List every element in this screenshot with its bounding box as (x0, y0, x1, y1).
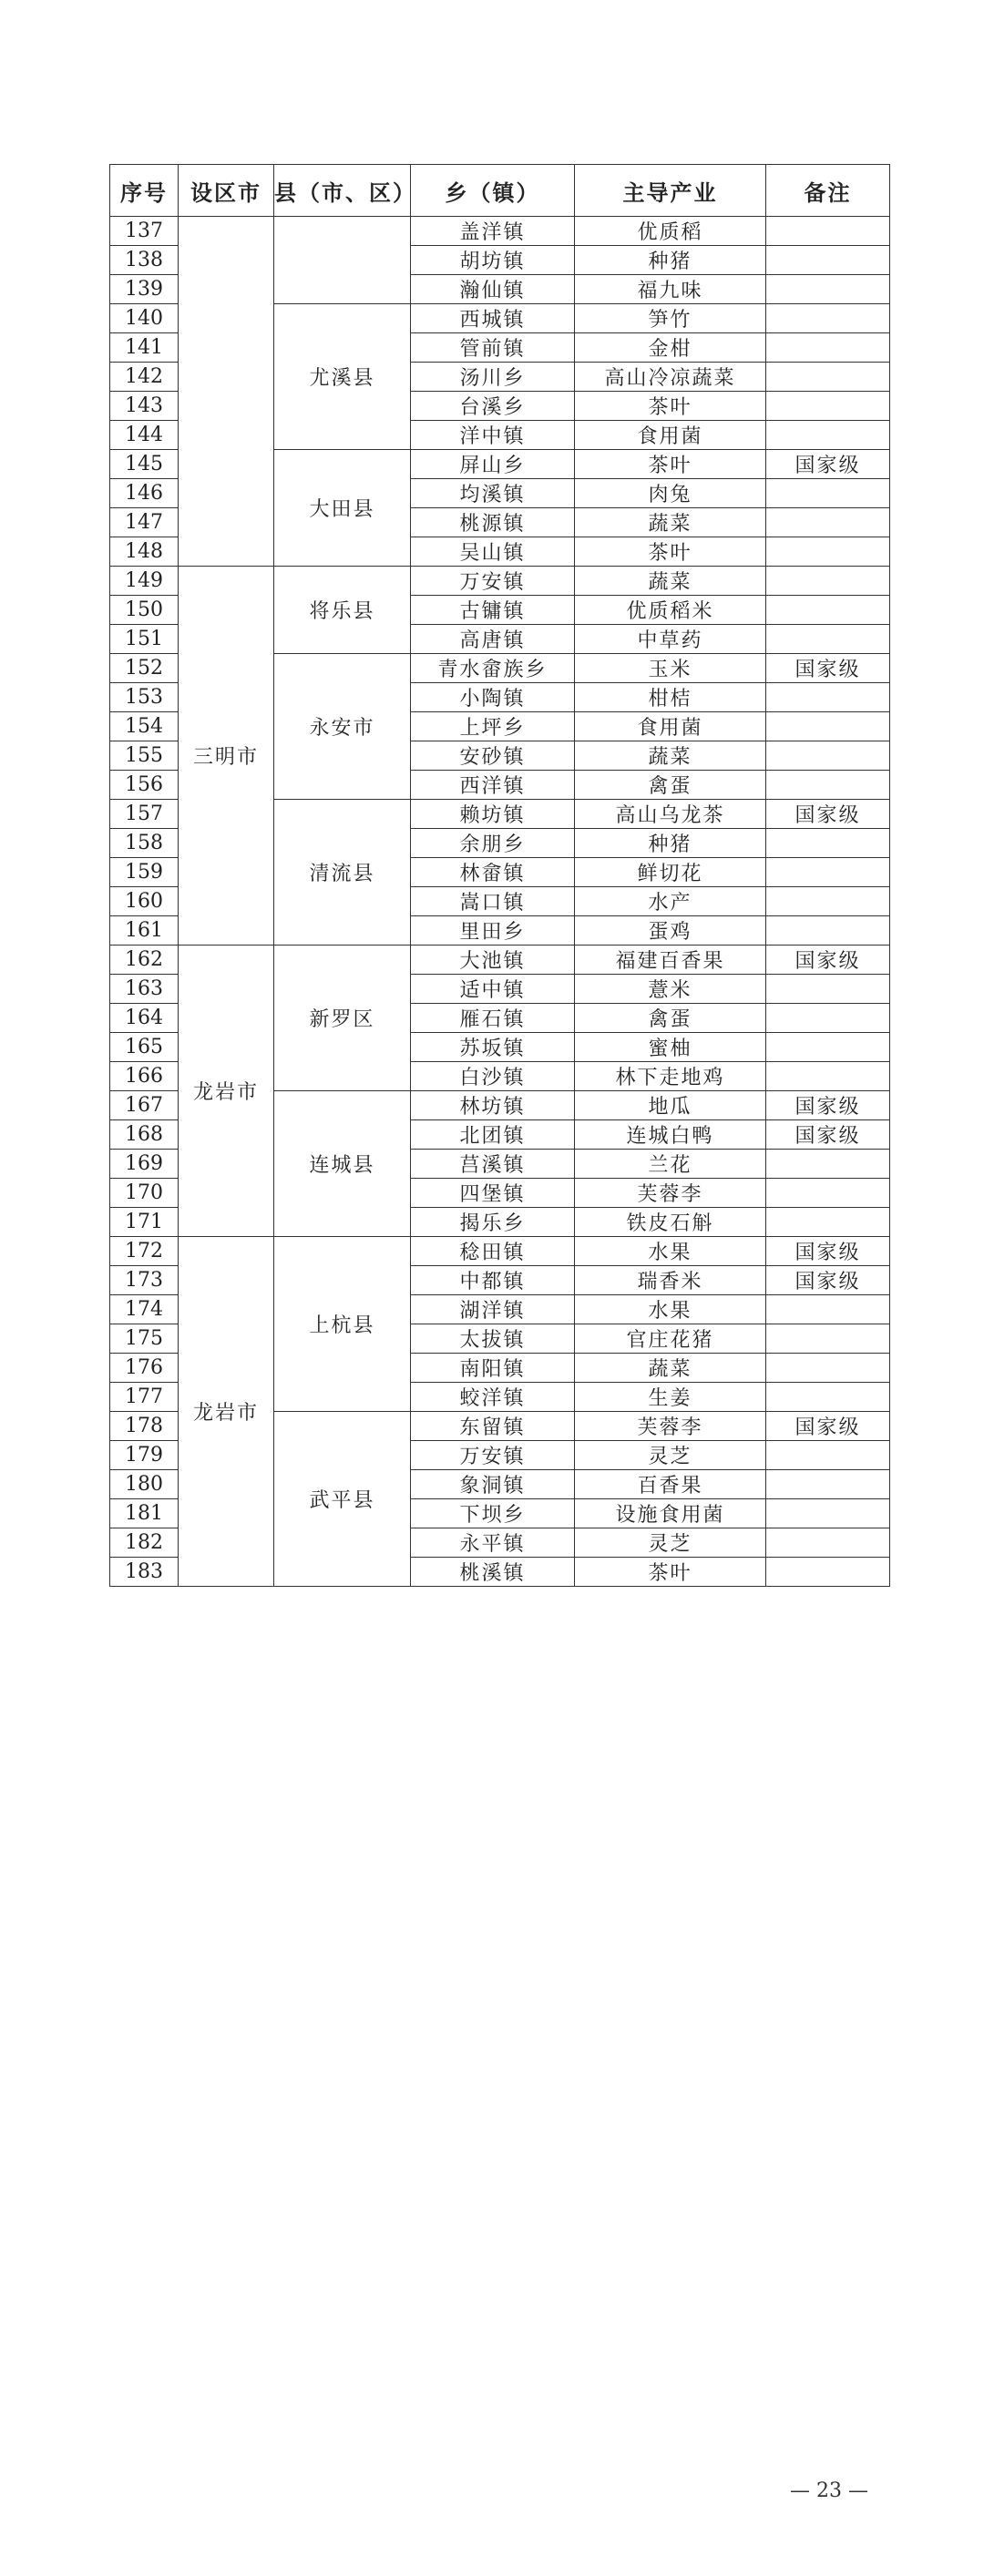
row-index: 171 (110, 1208, 179, 1237)
note-cell (766, 363, 890, 392)
town-cell: 台溪乡 (411, 392, 575, 421)
row-index: 158 (110, 829, 179, 858)
note-cell (766, 508, 890, 537)
city-cell: 三明市 (179, 567, 274, 946)
note-cell: 国家级 (766, 946, 890, 975)
row-index: 144 (110, 421, 179, 450)
industry-cell: 鲜切花 (575, 858, 766, 887)
industry-town-table (109, 164, 890, 1587)
county-cell: 连城县 (274, 1091, 411, 1237)
note-cell (766, 479, 890, 508)
industry-cell: 蜜柚 (575, 1033, 766, 1062)
town-cell: 管前镇 (411, 333, 575, 363)
note-cell (766, 1499, 890, 1528)
industry-cell: 瑞香米 (575, 1266, 766, 1295)
town-cell: 象洞镇 (411, 1470, 575, 1499)
note-cell (766, 217, 890, 246)
town-cell: 赖坊镇 (411, 800, 575, 829)
row-index: 173 (110, 1266, 179, 1295)
industry-cell: 地瓜 (575, 1091, 766, 1120)
row-index: 160 (110, 887, 179, 916)
row-index: 153 (110, 683, 179, 712)
industry-cell: 优质稻 (575, 217, 766, 246)
town-cell: 屏山乡 (411, 450, 575, 479)
row-index: 174 (110, 1295, 179, 1324)
row-index: 176 (110, 1354, 179, 1383)
county-cell: 尤溪县 (274, 304, 411, 450)
city-cell (179, 217, 274, 567)
town-cell: 雁石镇 (411, 1004, 575, 1033)
note-cell (766, 567, 890, 596)
header-town: 乡（镇） (411, 165, 575, 217)
row-index: 150 (110, 596, 179, 625)
note-cell: 国家级 (766, 800, 890, 829)
note-cell: 国家级 (766, 1120, 890, 1150)
row-index: 183 (110, 1558, 179, 1587)
county-cell: 武平县 (274, 1412, 411, 1587)
row-index: 157 (110, 800, 179, 829)
county-cell: 清流县 (274, 800, 411, 946)
industry-cell: 百香果 (575, 1470, 766, 1499)
row-index: 151 (110, 625, 179, 654)
industry-cell: 肉兔 (575, 479, 766, 508)
industry-cell: 食用菌 (575, 712, 766, 741)
town-cell: 林坊镇 (411, 1091, 575, 1120)
row-index: 165 (110, 1033, 179, 1062)
row-index: 172 (110, 1237, 179, 1266)
note-cell (766, 1062, 890, 1091)
note-cell (766, 1354, 890, 1383)
industry-cell: 薏米 (575, 975, 766, 1004)
industry-cell: 茶叶 (575, 1558, 766, 1587)
city-cell: 龙岩市 (179, 1237, 274, 1587)
industry-cell: 生姜 (575, 1383, 766, 1412)
county-cell: 新罗区 (274, 946, 411, 1091)
row-index: 149 (110, 567, 179, 596)
town-cell: 下坝乡 (411, 1499, 575, 1528)
town-cell: 北团镇 (411, 1120, 575, 1150)
note-cell (766, 421, 890, 450)
note-cell (766, 333, 890, 363)
note-cell: 国家级 (766, 1412, 890, 1441)
town-cell: 万安镇 (411, 1441, 575, 1470)
town-cell: 中都镇 (411, 1266, 575, 1295)
row-index: 162 (110, 946, 179, 975)
industry-cell: 灵芝 (575, 1441, 766, 1470)
town-cell: 大池镇 (411, 946, 575, 975)
industry-cell: 福九味 (575, 275, 766, 304)
row-index: 145 (110, 450, 179, 479)
town-cell: 桃源镇 (411, 508, 575, 537)
note-cell (766, 1033, 890, 1062)
note-cell (766, 1324, 890, 1354)
table-row (110, 946, 890, 975)
row-index: 138 (110, 246, 179, 275)
town-cell: 吴山镇 (411, 537, 575, 567)
town-cell: 汤川乡 (411, 363, 575, 392)
industry-cell: 芙蓉李 (575, 1412, 766, 1441)
row-index: 142 (110, 363, 179, 392)
county-cell: 永安市 (274, 654, 411, 800)
row-index: 137 (110, 217, 179, 246)
note-cell (766, 1295, 890, 1324)
town-cell: 稔田镇 (411, 1237, 575, 1266)
header-index: 序号 (110, 165, 179, 217)
note-cell: 国家级 (766, 1091, 890, 1120)
row-index: 179 (110, 1441, 179, 1470)
note-cell (766, 246, 890, 275)
table-row (110, 217, 890, 246)
industry-cell: 茶叶 (575, 537, 766, 567)
note-cell (766, 858, 890, 887)
note-cell (766, 596, 890, 625)
table-header-row (110, 165, 890, 217)
row-index: 180 (110, 1470, 179, 1499)
town-cell: 里田乡 (411, 916, 575, 946)
town-cell: 瀚仙镇 (411, 275, 575, 304)
town-cell: 揭乐乡 (411, 1208, 575, 1237)
row-index: 181 (110, 1499, 179, 1528)
county-cell (274, 217, 411, 304)
industry-cell: 种猪 (575, 246, 766, 275)
industry-cell: 灵芝 (575, 1528, 766, 1558)
row-index: 146 (110, 479, 179, 508)
note-cell (766, 829, 890, 858)
note-cell: 国家级 (766, 1266, 890, 1295)
industry-cell: 水果 (575, 1237, 766, 1266)
county-cell: 上杭县 (274, 1237, 411, 1412)
industry-cell: 茶叶 (575, 392, 766, 421)
industry-cell: 蔬菜 (575, 1354, 766, 1383)
row-index: 169 (110, 1150, 179, 1179)
industry-cell: 高山乌龙茶 (575, 800, 766, 829)
town-cell: 均溪镇 (411, 479, 575, 508)
row-index: 182 (110, 1528, 179, 1558)
note-cell (766, 625, 890, 654)
note-cell (766, 1004, 890, 1033)
row-index: 168 (110, 1120, 179, 1150)
industry-cell: 茶叶 (575, 450, 766, 479)
industry-cell: 蔬菜 (575, 508, 766, 537)
row-index: 175 (110, 1324, 179, 1354)
row-index: 159 (110, 858, 179, 887)
industry-cell: 高山冷凉蔬菜 (575, 363, 766, 392)
town-cell: 四堡镇 (411, 1179, 575, 1208)
note-cell (766, 304, 890, 333)
row-index: 177 (110, 1383, 179, 1412)
town-cell: 盖洋镇 (411, 217, 575, 246)
row-index: 152 (110, 654, 179, 683)
industry-cell: 食用菌 (575, 421, 766, 450)
town-cell: 小陶镇 (411, 683, 575, 712)
row-index: 166 (110, 1062, 179, 1091)
industry-cell: 芙蓉李 (575, 1179, 766, 1208)
table-row (110, 567, 890, 596)
town-cell: 余朋乡 (411, 829, 575, 858)
note-cell (766, 741, 890, 771)
row-index: 156 (110, 771, 179, 800)
town-cell: 胡坊镇 (411, 246, 575, 275)
town-cell: 万安镇 (411, 567, 575, 596)
note-cell (766, 771, 890, 800)
town-cell: 青水畲族乡 (411, 654, 575, 683)
town-cell: 上坪乡 (411, 712, 575, 741)
row-index: 178 (110, 1412, 179, 1441)
industry-cell: 种猪 (575, 829, 766, 858)
town-cell: 太拔镇 (411, 1324, 575, 1354)
row-index: 143 (110, 392, 179, 421)
note-cell (766, 887, 890, 916)
row-index: 154 (110, 712, 179, 741)
note-cell (766, 1441, 890, 1470)
row-index: 141 (110, 333, 179, 363)
note-cell (766, 1528, 890, 1558)
town-cell: 适中镇 (411, 975, 575, 1004)
note-cell (766, 683, 890, 712)
industry-cell: 设施食用菌 (575, 1499, 766, 1528)
note-cell (766, 1208, 890, 1237)
note-cell: 国家级 (766, 450, 890, 479)
table-row (110, 1237, 890, 1266)
note-cell (766, 1470, 890, 1499)
note-cell (766, 275, 890, 304)
town-cell: 东留镇 (411, 1412, 575, 1441)
header-note: 备注 (766, 165, 890, 217)
header-industry: 主导产业 (575, 165, 766, 217)
town-cell: 南阳镇 (411, 1354, 575, 1383)
row-index: 170 (110, 1179, 179, 1208)
industry-cell: 蔬菜 (575, 567, 766, 596)
county-cell: 将乐县 (274, 567, 411, 654)
industry-cell: 优质稻米 (575, 596, 766, 625)
row-index: 164 (110, 1004, 179, 1033)
town-cell: 西城镇 (411, 304, 575, 333)
row-index: 161 (110, 916, 179, 946)
industry-cell: 玉米 (575, 654, 766, 683)
note-cell (766, 537, 890, 567)
town-cell: 湖洋镇 (411, 1295, 575, 1324)
county-cell: 大田县 (274, 450, 411, 567)
note-cell (766, 1558, 890, 1587)
industry-cell: 水果 (575, 1295, 766, 1324)
note-cell (766, 1179, 890, 1208)
row-index: 140 (110, 304, 179, 333)
industry-cell: 柑桔 (575, 683, 766, 712)
industry-cell: 蛋鸡 (575, 916, 766, 946)
town-cell: 嵩口镇 (411, 887, 575, 916)
page-number: — 23 — (790, 2479, 868, 2502)
row-index: 167 (110, 1091, 179, 1120)
industry-cell: 金柑 (575, 333, 766, 363)
note-cell (766, 975, 890, 1004)
note-cell (766, 916, 890, 946)
industry-cell: 连城白鸭 (575, 1120, 766, 1150)
town-cell: 白沙镇 (411, 1062, 575, 1091)
note-cell (766, 392, 890, 421)
note-cell (766, 1383, 890, 1412)
town-cell: 苏坂镇 (411, 1033, 575, 1062)
town-cell: 安砂镇 (411, 741, 575, 771)
town-cell: 莒溪镇 (411, 1150, 575, 1179)
town-cell: 蛟洋镇 (411, 1383, 575, 1412)
row-index: 139 (110, 275, 179, 304)
industry-cell: 禽蛋 (575, 1004, 766, 1033)
industry-cell: 蔬菜 (575, 741, 766, 771)
industry-cell: 禽蛋 (575, 771, 766, 800)
industry-cell: 福建百香果 (575, 946, 766, 975)
row-index: 155 (110, 741, 179, 771)
industry-cell: 兰花 (575, 1150, 766, 1179)
table-body (110, 217, 890, 1587)
industry-cell: 笋竹 (575, 304, 766, 333)
industry-cell: 中草药 (575, 625, 766, 654)
town-cell: 桃溪镇 (411, 1558, 575, 1587)
header-city: 设区市 (179, 165, 274, 217)
town-cell: 西洋镇 (411, 771, 575, 800)
industry-cell: 官庄花猪 (575, 1324, 766, 1354)
industry-cell: 铁皮石斛 (575, 1208, 766, 1237)
town-cell: 古镛镇 (411, 596, 575, 625)
row-index: 147 (110, 508, 179, 537)
industry-cell: 水产 (575, 887, 766, 916)
note-cell (766, 712, 890, 741)
note-cell: 国家级 (766, 654, 890, 683)
town-cell: 永平镇 (411, 1528, 575, 1558)
industry-cell: 林下走地鸡 (575, 1062, 766, 1091)
note-cell: 国家级 (766, 1237, 890, 1266)
row-index: 148 (110, 537, 179, 567)
row-index: 163 (110, 975, 179, 1004)
header-county: 县（市、区） (274, 165, 411, 217)
town-cell: 林畲镇 (411, 858, 575, 887)
city-cell: 龙岩市 (179, 946, 274, 1237)
note-cell (766, 1150, 890, 1179)
town-cell: 洋中镇 (411, 421, 575, 450)
town-cell: 高唐镇 (411, 625, 575, 654)
